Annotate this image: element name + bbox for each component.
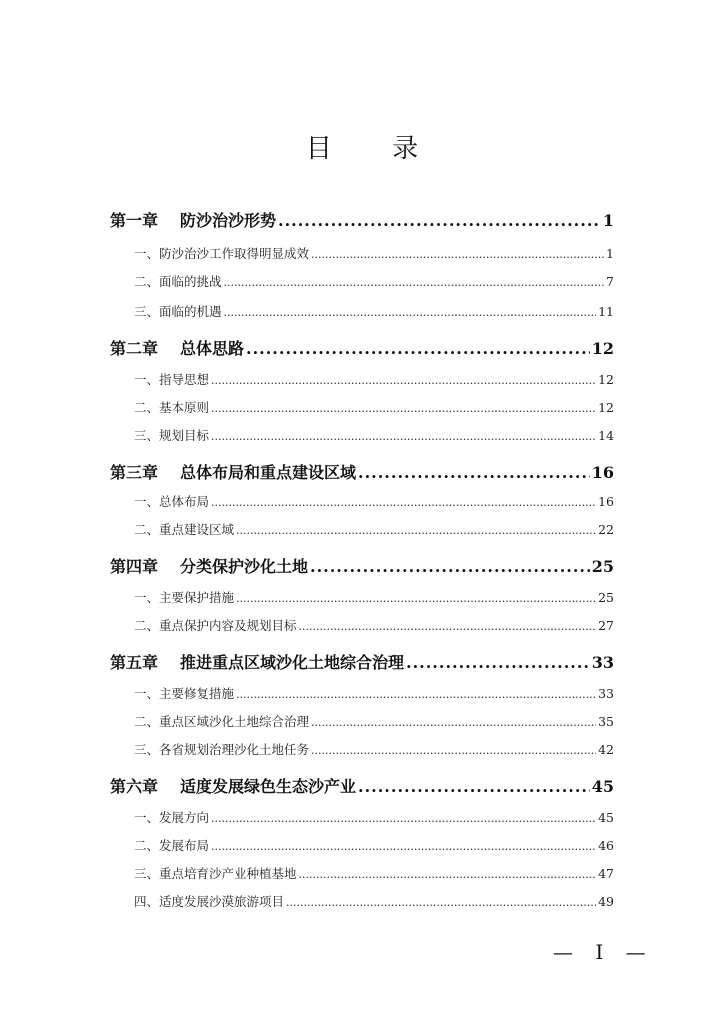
chapter-number: 第四章 (110, 557, 159, 576)
page-number: 47 (598, 866, 614, 881)
dot-leader (299, 620, 597, 633)
page-number: 12 (591, 339, 614, 358)
toc-section-entry[interactable] (110, 520, 614, 538)
page-number: 22 (598, 522, 614, 537)
page-number: 25 (598, 590, 614, 605)
chapter-number: 第一章 (110, 211, 159, 230)
dot-leader (278, 211, 601, 230)
chapter-number: 第六章 (110, 777, 159, 796)
dot-leader (236, 592, 596, 605)
entry-title: 一、指导思想 (134, 372, 210, 387)
entry-title: 推进重点区域沙化土地综合治理 (180, 653, 405, 672)
entry-title: 二、发展布局 (134, 838, 210, 853)
chapter-number: 第三章 (110, 463, 159, 482)
page-number: 25 (591, 557, 614, 576)
page-number: 12 (598, 400, 614, 415)
page-number: 16 (598, 494, 614, 509)
chapter-number: 第五章 (110, 653, 159, 672)
toc-section-entry[interactable] (110, 684, 614, 702)
page-number: 27 (598, 618, 614, 633)
entry-title: 总体布局和重点建设区域 (180, 463, 357, 482)
entry-title: 一、主要保护措施 (134, 590, 235, 605)
dot-leader (358, 463, 590, 482)
page-number: 46 (598, 838, 614, 853)
entry-title: 防沙治沙形势 (180, 211, 277, 230)
dot-leader (211, 496, 596, 509)
toc-section-entry[interactable] (110, 740, 614, 758)
page-number: 1 (606, 246, 614, 261)
toc-chapter-entry[interactable] (110, 554, 614, 577)
dot-leader (358, 777, 590, 796)
page-number: 33 (591, 653, 614, 672)
toc-chapter-entry[interactable] (110, 208, 614, 231)
entry-title: 二、重点保护内容及规划目标 (134, 618, 297, 633)
entry-title: 三、规划目标 (134, 428, 210, 443)
entry-title: 适度发展绿色生态沙产业 (180, 777, 357, 796)
dot-leader (211, 812, 596, 825)
chapter-number: 第二章 (110, 339, 159, 358)
entry-title: 二、面临的挑战 (134, 274, 222, 289)
entry-title: 二、重点区域沙化土地综合治理 (134, 714, 310, 729)
dot-leader (286, 896, 596, 909)
entry-title: 一、防沙治沙工作取得明显成效 (134, 246, 310, 261)
dot-leader (310, 557, 590, 576)
toc-section-entry[interactable] (110, 588, 614, 606)
toc-chapter-entry[interactable] (110, 460, 614, 483)
dot-leader (211, 374, 596, 387)
toc-section-entry[interactable] (110, 492, 614, 510)
toc-section-entry[interactable] (110, 426, 614, 444)
dot-leader (246, 339, 590, 358)
toc-chapter-entry[interactable] (110, 650, 614, 673)
toc-section-entry[interactable] (110, 244, 614, 262)
entry-title: 总体思路 (180, 339, 245, 358)
toc-chapter-entry[interactable] (110, 336, 614, 359)
dot-leader (211, 402, 596, 415)
page-number: 11 (598, 304, 614, 319)
dot-leader (236, 524, 596, 537)
dot-leader (224, 276, 605, 289)
page-number: 35 (598, 714, 614, 729)
toc-section-entry[interactable] (110, 302, 614, 320)
page-number: 45 (598, 810, 614, 825)
entry-title: 三、重点培育沙产业种植基地 (134, 866, 297, 881)
entry-title: 二、重点建设区域 (134, 522, 235, 537)
page-number: 49 (598, 894, 614, 909)
dot-leader (299, 868, 597, 881)
dot-leader (211, 840, 596, 853)
entry-title: 分类保护沙化土地 (180, 557, 309, 576)
dot-leader (311, 744, 596, 757)
page-number: 7 (606, 274, 614, 289)
page-number-footer: — Ⅰ — (553, 940, 654, 964)
toc-section-entry[interactable] (110, 892, 614, 910)
page-number: 14 (598, 428, 614, 443)
dot-leader (211, 430, 596, 443)
entry-title: 一、总体布局 (134, 494, 210, 509)
dot-leader (224, 306, 597, 319)
toc-section-entry[interactable] (110, 370, 614, 388)
entry-title: 二、基本原则 (134, 400, 210, 415)
toc-section-entry[interactable] (110, 864, 614, 882)
page-number: 12 (598, 372, 614, 387)
page-number: 1 (602, 211, 614, 230)
page-number: 33 (598, 686, 614, 701)
entry-title: 三、各省规划治理沙化土地任务 (134, 742, 310, 757)
toc-chapter-entry[interactable] (110, 774, 614, 797)
toc-section-entry[interactable] (110, 616, 614, 634)
dot-leader (406, 653, 590, 672)
toc-section-entry[interactable] (110, 836, 614, 854)
entry-title: 四、适度发展沙漠旅游项目 (134, 894, 285, 909)
page-number: 16 (591, 463, 614, 482)
page-number: 45 (591, 777, 614, 796)
dot-leader (311, 716, 596, 729)
dot-leader (311, 248, 604, 261)
toc-section-entry[interactable] (110, 272, 614, 290)
toc-section-entry[interactable] (110, 712, 614, 730)
entry-title: 一、主要修复措施 (134, 686, 235, 701)
toc-section-entry[interactable] (110, 398, 614, 416)
page-number: 42 (598, 742, 614, 757)
toc-section-entry[interactable] (110, 808, 614, 826)
page-title: 目 录 (305, 134, 445, 164)
entry-title: 三、面临的机遇 (134, 304, 222, 319)
dot-leader (236, 688, 596, 701)
entry-title: 一、发展方向 (134, 810, 210, 825)
